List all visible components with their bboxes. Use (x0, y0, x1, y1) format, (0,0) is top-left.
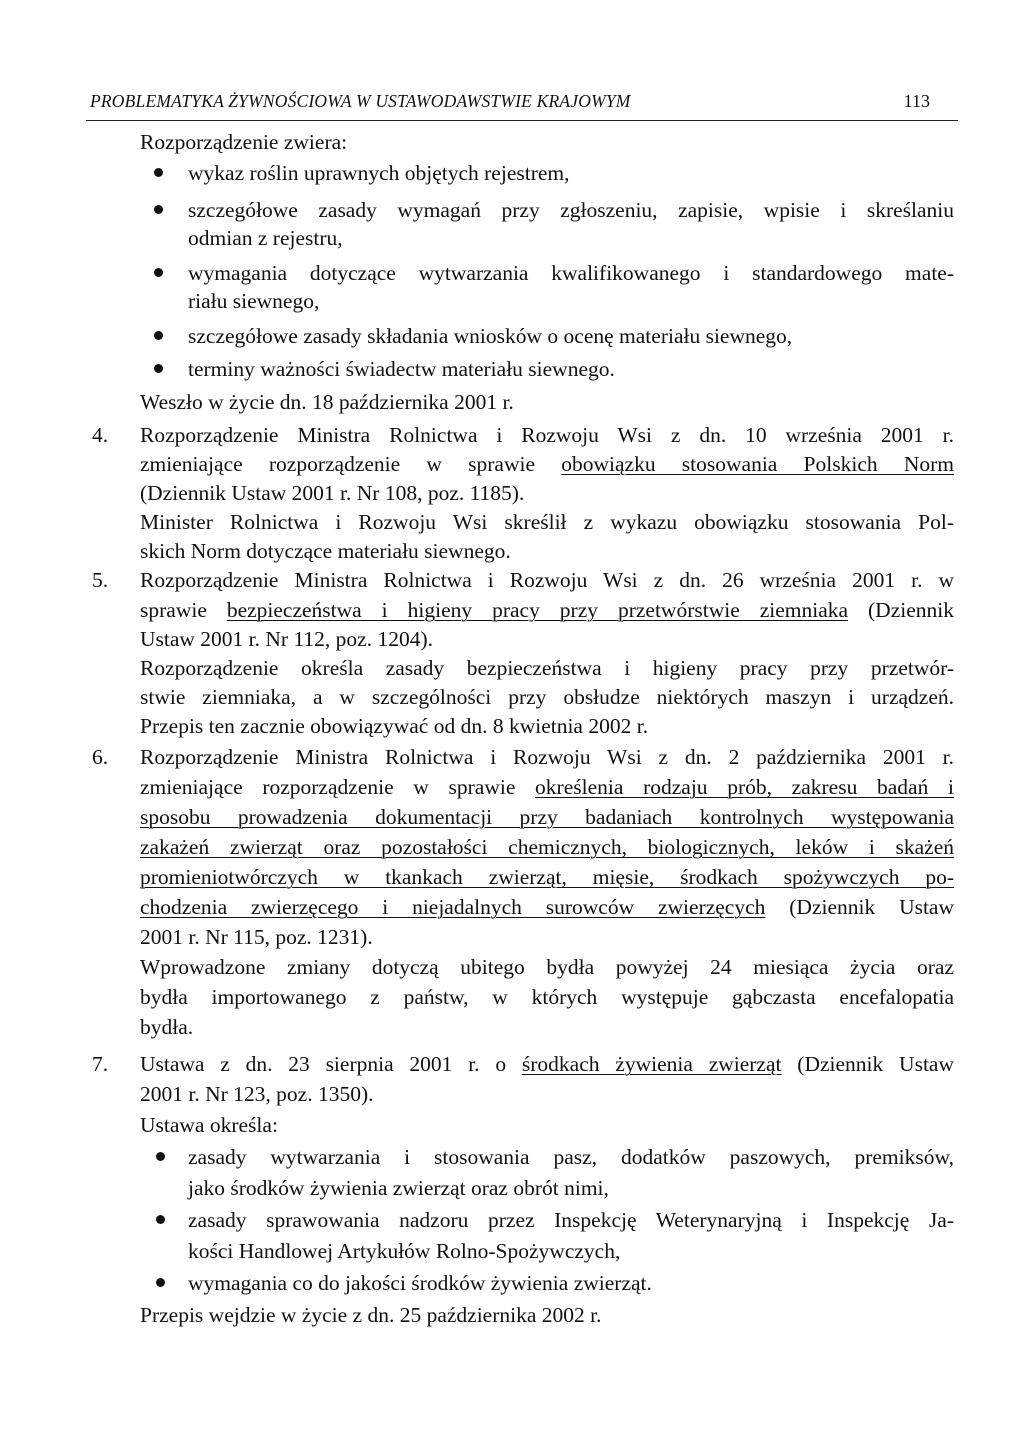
intro-bullet-3-line-2: riału siewnego, (188, 289, 320, 313)
intro-bullet-2-line-1: szczegółowe zasady wymagań przy zgłoszeniu, zapisie, wpisie i skreślaniu (188, 198, 954, 222)
running-title: PROBLEMATYKA ŻYWNOŚCIOWA W USTAWODAWSTWIE KRAJOWYM (90, 91, 631, 111)
intro-closing: Weszło w życie dn. 18 października 2001 r. (140, 390, 514, 414)
page-number: 113 (903, 91, 930, 111)
bullet-icon (156, 1278, 165, 1287)
item-7-bullet-1-line-2: jako środków żywienia zwierząt oraz obrót nimi, (188, 1176, 609, 1200)
item-4-line-2: zmieniające rozporządzenie w sprawie obowiązku stosowania Polskich Norm (140, 452, 954, 476)
intro-bullet-1: wykaz roślin uprawnych objętych rejestrem, (188, 161, 570, 185)
item-7-closing: Przepis wejdzie w życie z dn. 25 października 2002 r. (140, 1303, 602, 1327)
item-5-line-2: sprawie bezpieczeństwa i higieny pracy przy przetwórstwie ziemniaka (Dziennik (140, 598, 954, 622)
item-7-bullet-2-line-2: kości Handlowej Artykułów Rolno-Spożywczych, (188, 1239, 621, 1263)
item-5-line-3: Ustaw 2001 r. Nr 112, poz. 1204). (140, 627, 434, 651)
item-7-line-2: 2001 r. Nr 123, poz. 1350). (140, 1082, 374, 1106)
item-6-line-6: chodzenia zwierzęcego i niejadalnych surowców zwierzęcych (Dziennik Ustaw (140, 895, 955, 919)
item-number: 7. (92, 1052, 109, 1076)
item-6-line-3: sposobu prowadzenia dokumentacji przy badaniach kontrolnych występowania (140, 805, 954, 829)
item-7-bullet-3: wymagania co do jakości środków żywienia zwierząt. (188, 1271, 652, 1295)
bullet-icon (154, 364, 163, 373)
item-7-line-1: Ustawa z dn. 23 sierpnia 2001 r. o środkach żywienia zwierząt (Dziennik Ustaw (140, 1052, 954, 1076)
bullet-icon (154, 331, 163, 340)
item-5-line-6: Przepis ten zacznie obowiązywać od dn. 8 kwietnia 2002 r. (140, 714, 649, 738)
item-6-line-1: Rozporządzenie Ministra Rolnictwa i Rozwoju Wsi z dn. 2 października 2001 r. (140, 745, 954, 769)
item-5-line-1: Rozporządzenie Ministra Rolnictwa i Rozwoju Wsi z dn. 26 września 2001 r. w (140, 568, 954, 592)
item-number: 5. (92, 568, 109, 592)
item-4-line-4: Minister Rolnictwa i Rozwoju Wsi skreślił z wykazu obowiązku stosowania Pol- (140, 510, 954, 534)
item-6-line-5: promieniotwórczych w tkankach zwierząt, mięsie, środkach spożywczych po- (140, 865, 954, 889)
item-7-bullet-2-line-1: zasady sprawowania nadzoru przez Inspekcję Weterynaryjną i Inspekcję Ja- (188, 1208, 954, 1232)
bullet-icon (154, 168, 163, 177)
bullet-icon (154, 268, 163, 277)
item-7-bullet-1-line-1: zasady wytwarzania i stosowania pasz, dodatków paszowych, premiksów, (188, 1145, 954, 1169)
item-4-line-1: Rozporządzenie Ministra Rolnictwa i Rozwoju Wsi z dn. 10 września 2001 r. (140, 423, 954, 447)
item-6-line-9: bydła importowanego z państw, w których występuje gąbczasta encefalopatia (140, 985, 954, 1009)
item-6-line-7: 2001 r. Nr 115, poz. 1231). (140, 925, 373, 949)
bullet-icon (154, 205, 163, 214)
bullet-icon (156, 1152, 165, 1161)
running-header (86, 84, 958, 121)
item-number: 4. (92, 423, 109, 447)
item-5-line-4: Rozporządzenie określa zasady bezpieczeństwa i higieny pracy przy przetwór- (140, 656, 954, 680)
item-4-line-3: (Dziennik Ustaw 2001 r. Nr 108, poz. 1185). (140, 481, 525, 505)
item-7-line-3: Ustawa określa: (140, 1113, 278, 1137)
item-4-line-5: skich Norm dotyczące materiału siewnego. (140, 539, 511, 563)
intro-bullet-5: terminy ważności świadectw materiału siewnego. (188, 357, 615, 381)
item-5-line-5: stwie ziemniaka, a w szczególności przy obsłudze niektórych maszyn i urządzeń. (140, 685, 954, 709)
bullet-icon (156, 1215, 165, 1224)
item-6-line-10: bydła. (140, 1015, 194, 1039)
intro-bullet-2-line-2: odmian z rejestru, (188, 226, 343, 250)
item-6-line-2: zmieniające rozporządzenie w sprawie określenia rodzaju prób, zakresu badań i (140, 775, 954, 799)
item-6-line-4: zakażeń zwierząt oraz pozostałości chemicznych, biologicznych, leków i skażeń (140, 835, 954, 859)
item-6-line-8: Wprowadzone zmiany dotyczą ubitego bydła powyżej 24 miesiąca życia oraz (140, 955, 954, 979)
intro-bullet-4: szczegółowe zasady składania wniosków o ocenę materiału siewnego, (188, 324, 793, 348)
intro-bullet-3-line-1: wymagania dotyczące wytwarzania kwalifikowanego i standardowego mate- (188, 261, 954, 285)
intro-lead: Rozporządzenie zwiera: (140, 130, 348, 154)
item-number: 6. (92, 745, 109, 769)
